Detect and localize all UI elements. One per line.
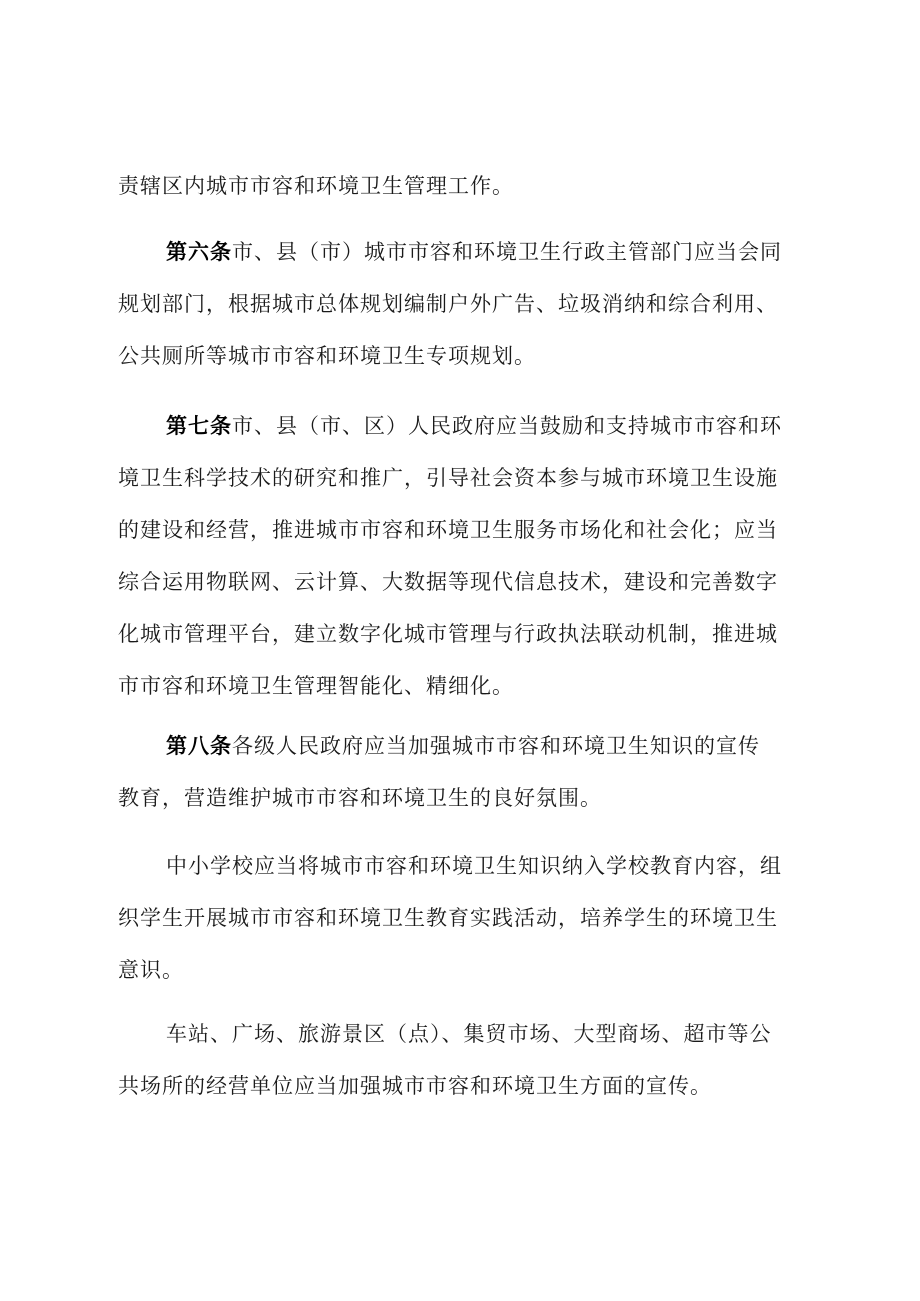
paragraph-line: 市、县（市）城市市容和环境卫生行政主管部门应当会同 bbox=[232, 240, 782, 264]
paragraph-public-places bbox=[118, 1008, 818, 1112]
paragraph-continuation bbox=[118, 160, 818, 212]
paragraph-line: 意识。 bbox=[118, 958, 184, 982]
paragraph-line: 责辖区内城市市容和环境卫生管理工作。 bbox=[118, 174, 514, 198]
paragraph-line: 公共厕所等城市市容和环境卫生专项规划。 bbox=[118, 344, 536, 368]
paragraph-line: 化城市管理平台，建立数字化城市管理与行政执法联动机制，推进城 bbox=[118, 622, 778, 646]
article-number: 第六条 bbox=[166, 240, 232, 264]
article-number: 第八条 bbox=[166, 734, 232, 758]
paragraph-line: 共场所的经营单位应当加强城市市容和环境卫生方面的宣传。 bbox=[118, 1074, 712, 1098]
paragraph-line: 市、县（市、区）人民政府应当鼓励和支持城市市容和环 bbox=[232, 414, 782, 438]
paragraph-line: 车站、广场、旅游景区（点）、集贸市场、大型商场、超市等公 bbox=[166, 1022, 772, 1046]
paragraph-line: 中小学校应当将城市市容和环境卫生知识纳入学校教育内容，组 bbox=[166, 854, 782, 878]
paragraph-line: 综合运用物联网、云计算、大数据等现代信息技术，建设和完善数字 bbox=[118, 570, 778, 594]
paragraph-article-8 bbox=[118, 720, 818, 824]
paragraph-line: 市市容和环境卫生管理智能化、精细化。 bbox=[118, 674, 514, 698]
paragraph-line: 境卫生科学技术的研究和推广，引导社会资本参与城市环境卫生设施 bbox=[118, 466, 778, 490]
paragraph-line: 的建设和经营，推进城市市容和环境卫生服务市场化和社会化；应当 bbox=[118, 518, 778, 542]
article-number: 第七条 bbox=[166, 414, 232, 438]
paragraph-schools bbox=[118, 840, 818, 996]
paragraph-line: 各级人民政府应当加强城市市容和环境卫生知识的宣传 bbox=[232, 734, 760, 758]
paragraph-line: 织学生开展城市市容和环境卫生教育实践活动，培养学生的环境卫生 bbox=[118, 906, 778, 930]
paragraph-article-7 bbox=[118, 400, 818, 712]
paragraph-article-6 bbox=[118, 226, 818, 382]
paragraph-line: 教育，营造维护城市市容和环境卫生的良好氛围。 bbox=[118, 786, 602, 810]
paragraph-line: 规划部门，根据城市总体规划编制户外广告、垃圾消纳和综合利用、 bbox=[118, 292, 778, 316]
